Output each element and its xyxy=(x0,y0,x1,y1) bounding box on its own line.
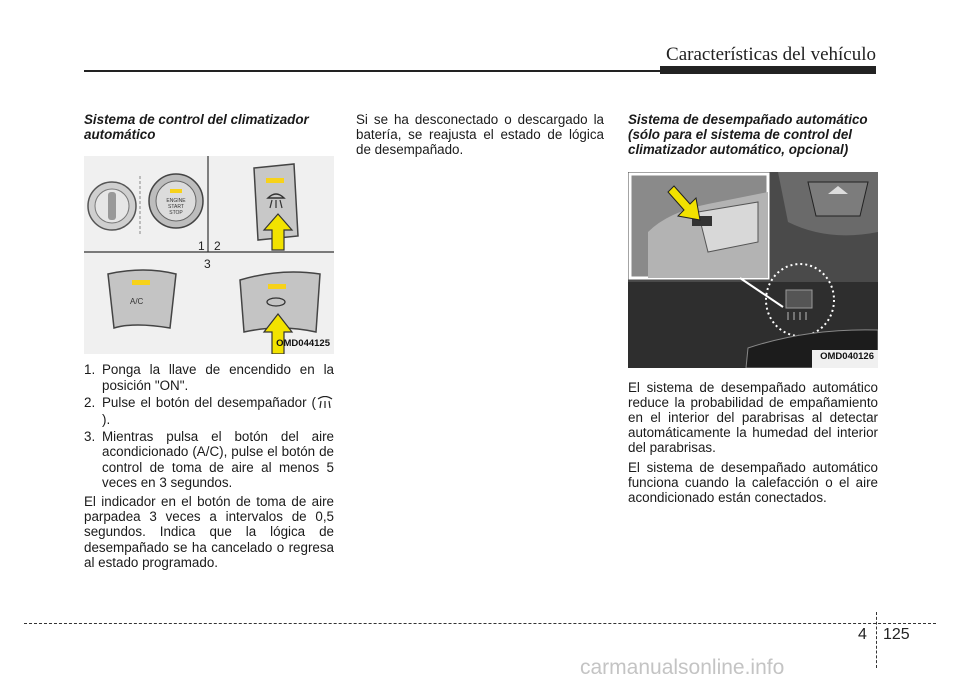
step-2: 2. Pulse el botón del desempañador (). xyxy=(84,395,334,427)
steps-list xyxy=(84,362,334,490)
paragraph-indicator: El indicador en el botón de toma de aire parpadea 3 veces a intervalos de 0,5 segundos. Indica que la lógica de desempañado se ha cancelado o regresa al estado programado. xyxy=(84,494,334,570)
heading-auto-defog: Sistema de desempañado automático (sólo para el sistema de control del climatizador automático, opcional) xyxy=(628,112,868,158)
svg-text:A/C: A/C xyxy=(130,297,144,307)
ac-button-icon xyxy=(108,270,176,328)
climate-buttons-illustration xyxy=(84,156,334,354)
header-rule xyxy=(84,70,660,72)
watermark: carmanualsonline.info xyxy=(580,656,785,679)
figure-code: OMD040126 xyxy=(820,351,874,363)
section-title: Características del vehículo xyxy=(666,44,876,65)
paragraph-battery: Si se ha desconectado o descargado la batería, se reajusta el estado de lógica de desempañado. xyxy=(356,112,604,158)
svg-text:ENGINE: ENGINE xyxy=(166,198,186,205)
humidity-sensor-photo xyxy=(628,172,878,368)
figure-humidity-sensor xyxy=(628,172,878,368)
paragraph-defog-operation: El sistema de desempañado automático funciona cuando la calefacción o el aire acondicionado están conectados. xyxy=(628,459,878,506)
fig-label-3: 3 xyxy=(204,257,211,272)
column-left xyxy=(84,112,334,570)
footer-rule xyxy=(24,623,936,624)
step-3: 3. Mientras pulsa el botón del aire acondicionado (A/C), pulse el botón de control de toma de aire al menos 5 veces en 3 segundos. xyxy=(84,429,334,490)
step-1: 1. Ponga la llave de encendido en la posición "ON". xyxy=(84,362,334,393)
page-number: 125 xyxy=(883,626,910,643)
svg-text:START: START xyxy=(168,204,184,211)
figure-climate-buttons xyxy=(84,156,334,354)
paragraph-defog-description: El sistema de desempañado automático reduce la probabilidad de empañamiento en el interior del parabrisas al detectar automáticamente la humedad del interior del parabrisas. xyxy=(628,379,878,456)
start-stop-button-icon xyxy=(149,174,203,228)
svg-text:STOP: STOP xyxy=(169,210,183,217)
fig-label-1: 1 xyxy=(198,239,205,254)
column-middle xyxy=(356,112,604,158)
fig-label-2: 2 xyxy=(214,239,221,254)
column-right xyxy=(628,112,878,505)
figure-code: OMD044125 xyxy=(276,338,330,350)
footer-divider xyxy=(876,612,877,668)
chapter-number: 4 xyxy=(858,626,867,643)
heading-climate-control: Sistema de control del climatizador automático xyxy=(84,112,309,143)
ignition-key-icon xyxy=(88,182,136,230)
rear-defrost-icon xyxy=(317,396,333,412)
header-tab-bar xyxy=(660,66,876,74)
